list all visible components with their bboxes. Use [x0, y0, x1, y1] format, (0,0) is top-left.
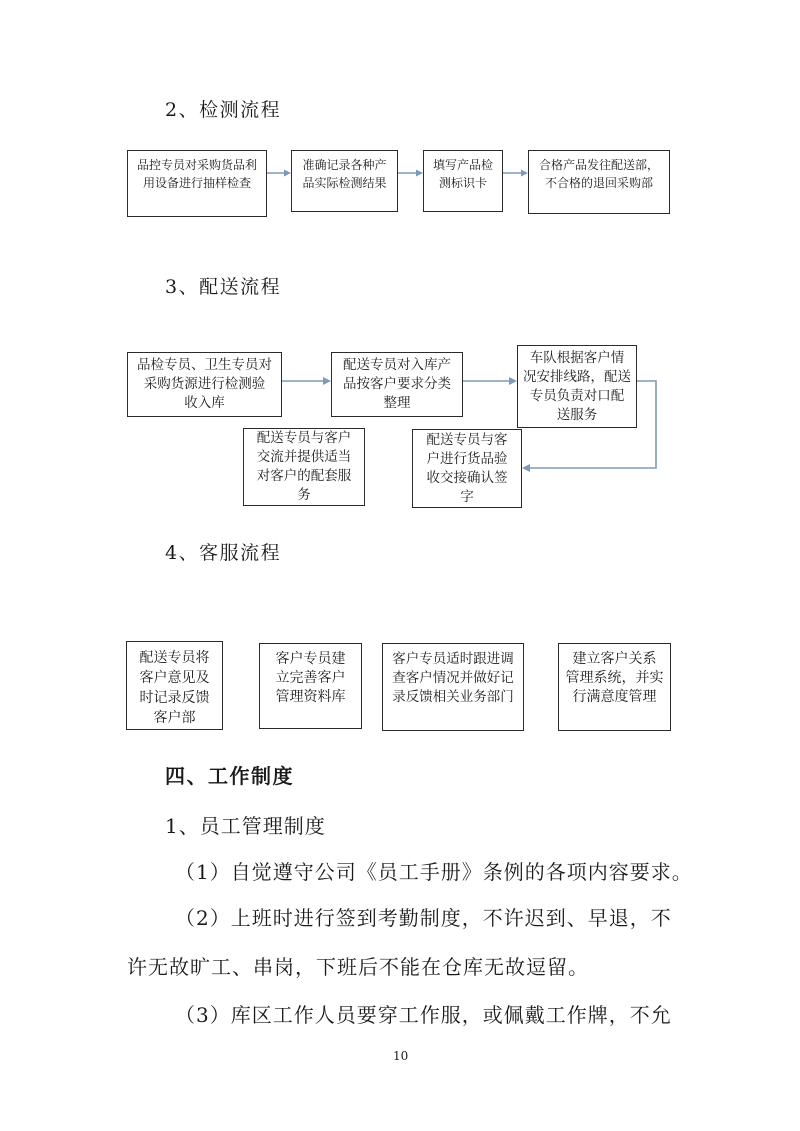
delivery-step-1 [127, 352, 282, 417]
step-text-line: 户进行货品验 [426, 450, 508, 467]
step-text-line: 客户专员建 [275, 651, 346, 667]
inspection-step-2 [291, 150, 398, 212]
delivery-step-2 [331, 352, 463, 417]
inspection-step-1 [127, 150, 267, 217]
step-text-line: 配送专员对入库产 [343, 357, 451, 373]
delivery-arrowhead-3 [522, 464, 530, 472]
step-text-line: 品控专员对采购货品利 [136, 158, 257, 172]
step-text-line: 测标识卡 [438, 176, 487, 190]
step-text-line: 品检专员、卫生专员对 [137, 357, 272, 373]
service-step-2 [259, 643, 362, 729]
step-text-line: 客户专员适时跟进调 [392, 651, 514, 667]
paragraph-3-line-1: （3）库区工作人员要穿工作服，或佩戴工作牌，不允 [175, 1003, 672, 1027]
step-text-line: 车队根据客户情 [529, 349, 625, 366]
step-text-line: 不合格的退回采购部 [544, 176, 653, 190]
delivery-arrowhead-1 [323, 377, 331, 385]
step-text-line: 送服务 [556, 406, 598, 423]
inspection-arrowhead-2 [416, 170, 423, 177]
step-text-line: 客户意见及 [139, 670, 210, 686]
step-text-line: 务 [297, 487, 311, 503]
inspection-step-4 [528, 150, 670, 214]
delivery-step-5 [243, 428, 365, 506]
step-text-line: 时记录反馈 [139, 690, 210, 706]
service-step-1 [126, 641, 223, 730]
work-system-heading: 四、工作制度 [165, 764, 294, 788]
step-text-line: 收入库 [184, 395, 225, 411]
step-text-line: 品实际检测结果 [302, 176, 387, 190]
paragraph-2-line-1: （2）上班时进行签到考勤制度，不许迟到、早退，不 [175, 906, 672, 930]
paragraph-2-line-2: 许无故旷工、串岗，下班后不能在仓库无故逗留。 [127, 955, 589, 979]
step-text-line: 采购货源进行检测验 [143, 376, 266, 392]
inspection-arrowhead-1 [284, 170, 291, 177]
step-text-line: 立完善客户 [275, 670, 346, 686]
step-text-line: 管理资料库 [275, 689, 346, 705]
delivery-arrowhead-2 [509, 377, 517, 385]
step-text-line: 客户部 [153, 710, 196, 726]
paragraph-1-line-1: （1）自觉遵守公司《员工手册》条例的各项内容要求。 [175, 860, 693, 884]
step-text-line: 配送专员将 [139, 650, 210, 666]
inspection-step-3 [423, 150, 503, 212]
service-step-3 [382, 643, 524, 731]
step-text-line: 收交接确认签 [426, 469, 508, 486]
step-text-line: 字 [460, 488, 474, 505]
step-text-line: 专员负责对口配 [529, 387, 625, 404]
step-text-line: 准确记录各种产 [302, 158, 387, 172]
step-text-line: 建立客户关系 [572, 651, 657, 667]
page-number: 10 [393, 1049, 409, 1063]
inspection-heading: 2、检测流程 [165, 99, 282, 121]
step-text-line: 录反馈相关业务部门 [392, 689, 514, 705]
step-text-line: 用设备进行抽样检查 [142, 176, 251, 190]
step-text-line: 品按客户要求分类 [343, 376, 451, 392]
step-text-line: 整理 [383, 395, 411, 411]
step-text-line: 行满意度管理 [572, 689, 657, 705]
step-text-line: 交流并提供适当 [256, 449, 352, 465]
inspection-arrowhead-3 [521, 170, 528, 177]
delivery-step-4 [412, 429, 522, 508]
step-text-line: 配送专员与客 [426, 431, 508, 448]
step-text-line: 配送专员与客户 [256, 430, 352, 446]
delivery-heading: 3、配送流程 [165, 276, 282, 298]
service-heading: 4、客服流程 [165, 542, 282, 564]
step-text-line: 对客户的配套服 [256, 468, 352, 484]
step-text-line: 况安排线路，配送 [523, 368, 631, 385]
staff-management-subheading: 1、员工管理制度 [165, 814, 326, 838]
step-text-line: 填写产品检 [432, 158, 493, 172]
step-text-line: 合格产品发往配送部， [538, 158, 659, 172]
step-text-line: 查客户情况并做好记 [392, 670, 514, 686]
delivery-step-3 [517, 345, 637, 428]
step-text-line: 管理系统，并实 [565, 670, 664, 686]
service-step-4 [558, 643, 671, 731]
